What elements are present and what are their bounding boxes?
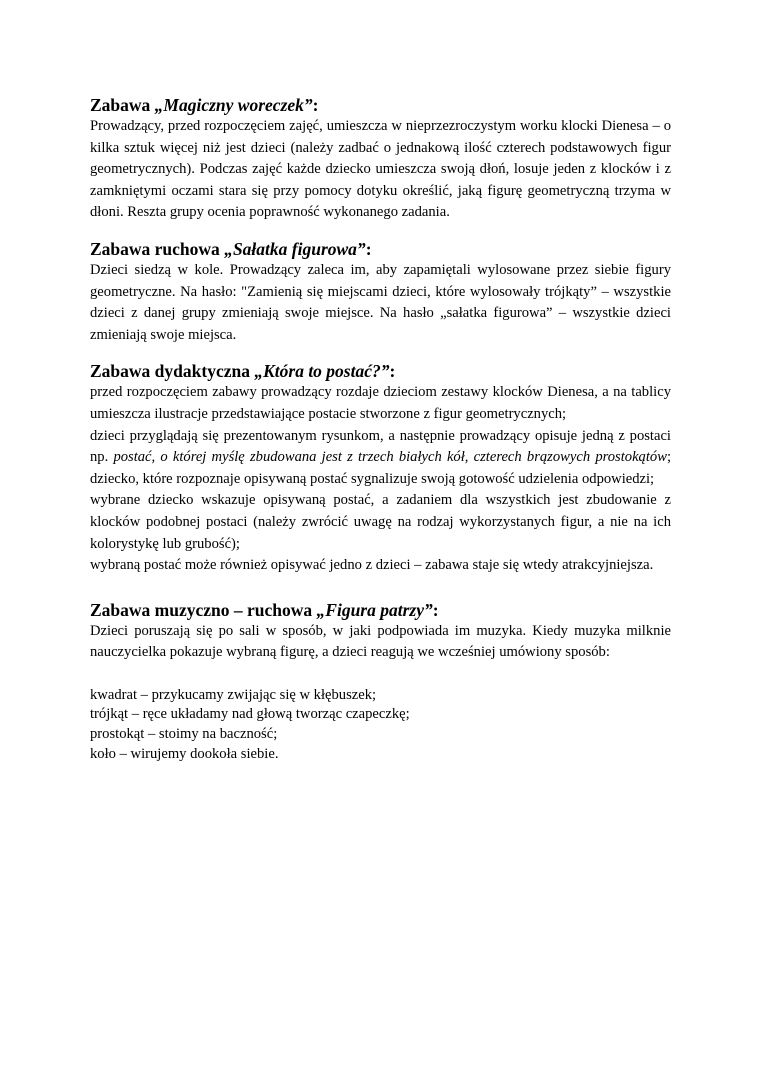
heading-prefix: Zabawa muzyczno – ruchowa xyxy=(90,599,317,620)
section-heading xyxy=(90,599,671,621)
section-paragraph: przed rozpoczęciem zabawy prowadzący rozdaje dzieciom zestawy klocków Dienesa, a na tablicy umieszcza ilustracje przedstawiające postacie stworzone z figur geometrycznych; xyxy=(90,384,671,422)
paragraph-text: ; dziecko, które rozpoznaje opisywaną postać sygnalizuje swoją gotowość udzielenia odpowiedzi; xyxy=(90,449,671,487)
section-paragraph: Dzieci poruszają się po sali w sposób, w jaki podpowiada im muzyka. Kiedy muzyka milknie nauczycielka pokazuje wybraną figurę, a dzieci reagują we wcześniej umówiony sposób: xyxy=(90,622,671,661)
section-paragraph xyxy=(90,426,671,491)
section-paragraph: Dzieci siedzą w kole. Prowadzący zaleca im, aby zapamiętali wylosowane przez siebie figury geometryczne. Na hasło: "Zamienią się miejscami dzieci, które wylosowały trójkąty” – wszystkie dzieci z danej grupy zmieniają swoje miejsce. Na hasło „sałatka figurowa” – wszystkie dzieci zmieniają swoje miejsca. xyxy=(90,261,671,343)
heading-italic: „Figura patrzy” xyxy=(316,599,433,620)
heading-suffix: : xyxy=(389,361,396,382)
list-item: kwadrat – przykucamy zwijając się w kłębuszek; xyxy=(90,686,377,703)
heading-suffix: : xyxy=(365,238,372,259)
paragraph-text: dzieci przyglądają się prezentowanym rysunkom, a następnie prowadzący opisuje jedną z postaci np. xyxy=(90,427,671,466)
section-paragraph: wybrane dziecko wskazuje opisywaną postać, a zadaniem dla wszystkich jest zbudowanie z klocków podobnej postaci (należy zwrócić uwagę na rodzaj wykorzystanych figur, a nie na ich kolorystykę lub grubość); xyxy=(90,492,671,552)
heading-prefix: Zabawa ruchowa xyxy=(90,238,225,259)
heading-italic: „Magiczny woreczek” xyxy=(154,95,313,115)
heading-suffix: : xyxy=(312,95,319,115)
heading-suffix: : xyxy=(432,599,439,620)
section-salatka-figurowa xyxy=(90,238,671,346)
heading-prefix: Zabawa xyxy=(90,95,155,115)
figure-action-list xyxy=(90,686,671,764)
section-figura-patrzy xyxy=(90,599,671,765)
heading-italic: „Która to postać?” xyxy=(254,361,390,382)
section-ktora-to-postac xyxy=(90,360,671,576)
section-paragraph: Prowadzący, przed rozpoczęciem zajęć, umieszcza w nieprzezroczystym worku klocki Dienesa – o kilka sztuk więcej niż jest dzieci (należy zadbać o jednakową ilość czterech podstawowych figur geometrycznych). Podczas zajęć każde dziecko umieszcza swoją dłoń, losuje jeden z klocków i z zamkniętymi oczami stara się przy pomocy dotyku określić, jaką figurę geometryczną trzyma w dłoni. Reszta grupy ocenia poprawność wykonanego zadania. xyxy=(90,118,671,221)
section-heading xyxy=(90,94,671,116)
section-magiczny-woreczek xyxy=(90,94,671,224)
heading-italic: „Sałatka figurowa” xyxy=(224,238,366,259)
list-item: prostokąt – stoimy na baczność; xyxy=(90,726,278,743)
section-heading xyxy=(90,238,671,260)
heading-prefix: Zabawa dydaktyczna xyxy=(90,361,255,382)
section-heading xyxy=(90,360,671,382)
list-item: koło – wirujemy dookoła siebie. xyxy=(90,745,279,762)
paragraph-example-italic: postać, o której myślę zbudowana jest z trzech białych kół, czterech brązowych prostokątów xyxy=(113,449,667,466)
section-paragraph: wybraną postać może również opisywać jedno z dzieci – zabawa staje się wtedy atrakcyjniejsza. xyxy=(90,557,654,574)
list-item: trójkąt – ręce układamy nad głową tworząc czapeczkę; xyxy=(90,706,410,723)
document-content xyxy=(90,94,671,764)
